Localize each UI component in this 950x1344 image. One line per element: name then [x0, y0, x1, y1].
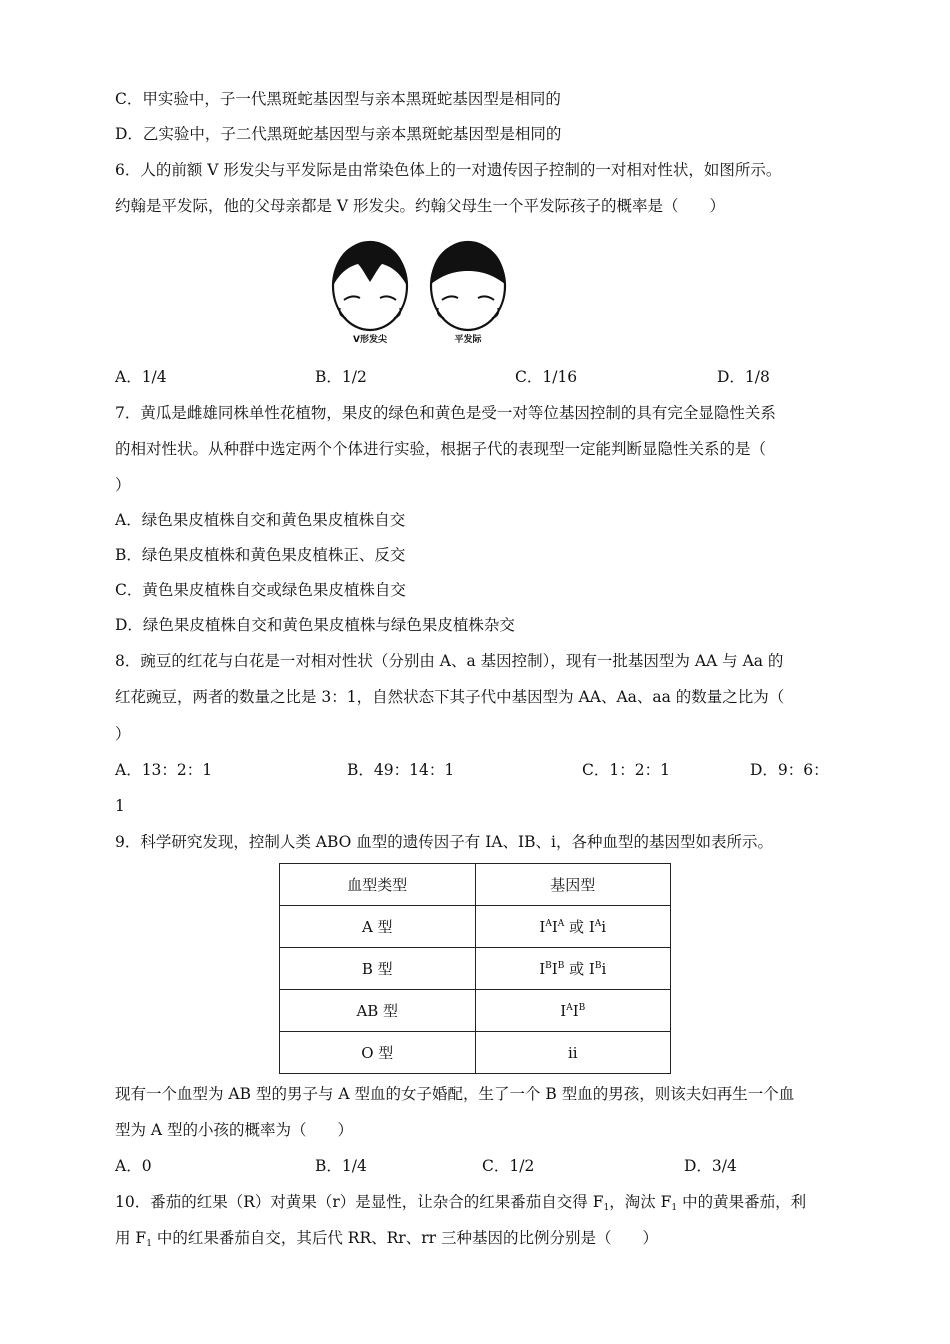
- q6-option-b: B．1/2: [315, 368, 367, 386]
- q9-stem-line1: 9．科学研究发现，控制人类 ABO 血型的遗传因子有 IA、IB、i，各种血型的基因型如表所示。: [115, 833, 774, 851]
- q7-stem-line1: 7．黄瓜是雌雄同株单性花植物，果皮的绿色和黄色是受一对等位基因控制的具有完全显隐性关系: [115, 404, 776, 422]
- q8-stem-line2: 红花豌豆，两者的数量之比是 3：1，自然状态下其子代中基因型为 AA、Aa、aa 的数量之比为（: [115, 688, 785, 706]
- q6-option-c: C．1/16: [515, 368, 578, 386]
- q7-option-c: C．黄色果皮植株自交或绿色果皮植株自交: [115, 581, 406, 599]
- q8-option-b: B．49：14：1: [347, 761, 455, 779]
- blood-type-cell: AB 型: [280, 990, 476, 1032]
- q10-stem-line2: 用 $F_1$ 中的红果番茄自交，其后代 RR、Rr、rr 三种基因的比例分别是（ ）: [115, 1229, 658, 1249]
- q7-option-d: D．绿色果皮植株自交和黄色果皮植株与绿色果皮植株杂交: [115, 616, 515, 634]
- q5-option-d: D．乙实验中，子二代黑斑蛇基因型与亲本黑斑蛇基因型是相同的: [115, 125, 562, 143]
- q5-option-c: C．甲实验中，子一代黑斑蛇基因型与亲本黑斑蛇基因型是相同的: [115, 90, 561, 108]
- table-header-row: [280, 864, 671, 906]
- q9-stem-line3: 型为 A 型的小孩的概率为（ ）: [115, 1121, 354, 1139]
- genotype-cell: ii: [475, 1032, 671, 1074]
- figure-label-straight-hairline: 平发际: [454, 335, 482, 345]
- q9-option-b: B．1/4: [315, 1157, 367, 1175]
- q9-stem-line2: 现有一个血型为 AB 型的男子与 A 型血的女子婚配，生了一个 B 型血的男孩，则该夫妇再生一个血: [115, 1085, 795, 1103]
- q7-option-b: B．绿色果皮植株和黄色果皮植株正、反交: [115, 546, 406, 564]
- q6-stem-line2: 约翰是平发际，他的父母亲都是 V 形发尖。约翰父母生一个平发际孩子的概率是（ ）: [115, 197, 726, 215]
- q8-stem-line3: ）: [115, 725, 131, 743]
- blood-type-cell: O 型: [280, 1032, 476, 1074]
- q8-option-d-wrap: 1: [115, 797, 125, 815]
- table-row: [280, 948, 671, 990]
- q6-option-a: A．1/4: [115, 368, 167, 386]
- hairline-illustration: [330, 238, 510, 348]
- table-row: [280, 1032, 671, 1074]
- table-header-cell: 基因型: [475, 864, 671, 906]
- genotype-cell: $I^BI^B$ 或 $I^Bi$: [475, 948, 671, 990]
- genotype-cell: $I^AI^A$ 或 $I^Ai$: [475, 906, 671, 948]
- genotype-cell: $I^AI^B$: [475, 990, 671, 1032]
- q10-stem-line1: 10．番茄的红果（R）对黄果（r）是显性，让杂合的红果番茄自交得 $F_1$，淘汰 $F_1$ 中的黄果番茄，利: [115, 1193, 807, 1213]
- table-header-cell: 血型类型: [280, 864, 476, 906]
- figure-label-v-hairline: V形发尖: [353, 335, 387, 345]
- q8-stem-line1: 8．豌豆的红花与白花是一对相对性状（分别由 A、a 基因控制），现有一批基因型为 AA 与 Aa 的: [115, 652, 784, 670]
- blood-type-cell: A 型: [280, 906, 476, 948]
- q9-option-d: D．3/4: [684, 1157, 737, 1175]
- q8-option-a: A．13：2：1: [115, 761, 213, 779]
- q6-stem-line1: 6．人的前额 V 形发尖与平发际是由常染色体上的一对遗传因子控制的一对相对性状，如图所示。: [115, 161, 782, 179]
- q8-option-d: D．9：6：: [750, 761, 829, 779]
- blood-type-cell: B 型: [280, 948, 476, 990]
- q7-stem-line3: ）: [115, 476, 131, 494]
- blood-type-table: [279, 863, 671, 1074]
- v-hairline-head: [333, 242, 407, 330]
- q6-option-d: D．1/8: [717, 368, 770, 386]
- table-row: [280, 906, 671, 948]
- q9-option-c: C．1/2: [482, 1157, 535, 1175]
- q8-option-c: C．1：2：1: [582, 761, 670, 779]
- hairline-figure: [330, 238, 510, 348]
- table-row: [280, 990, 671, 1032]
- q7-stem-line2: 的相对性状。从种群中选定两个个体进行实验，根据子代的表现型一定能判断显隐性关系的是（: [115, 440, 767, 458]
- q9-option-a: A．0: [115, 1157, 152, 1175]
- straight-hairline-head: [431, 242, 505, 330]
- q7-option-a: A．绿色果皮植株自交和黄色果皮植株自交: [115, 511, 406, 529]
